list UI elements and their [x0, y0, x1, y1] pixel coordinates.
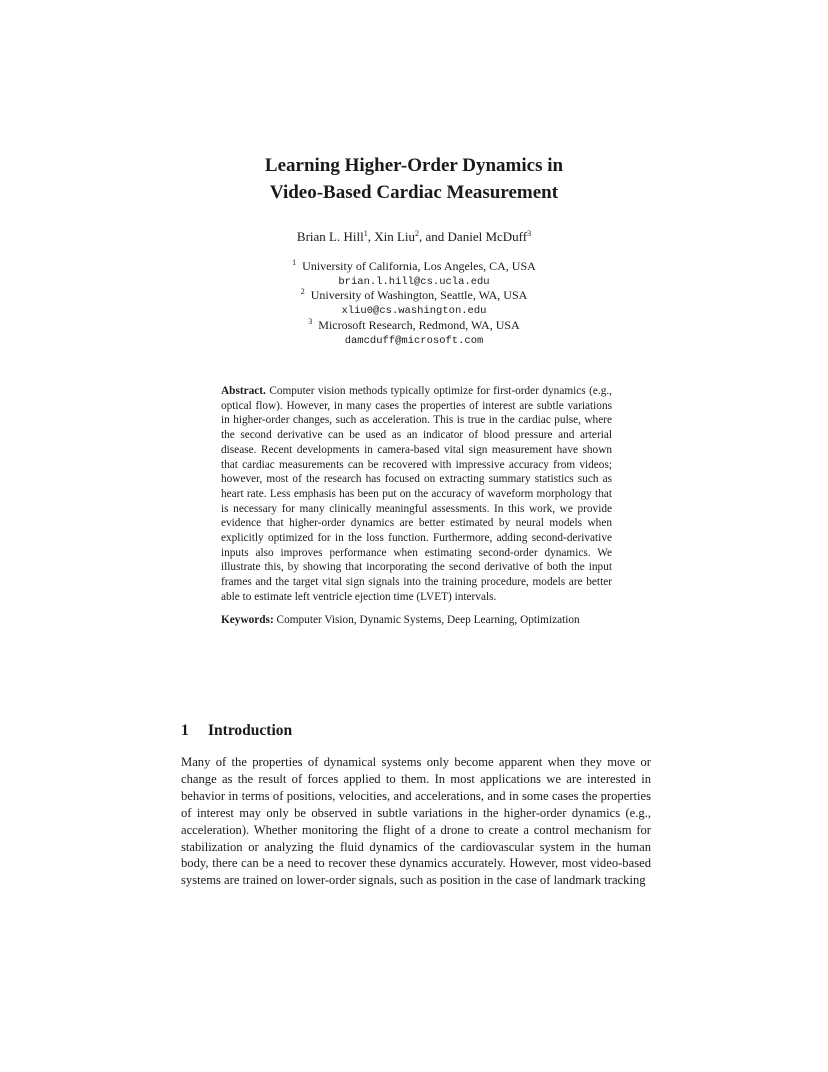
author-affiliation-mark: 1	[363, 229, 368, 238]
section-body	[181, 754, 651, 889]
affiliation-mark: 2	[300, 287, 305, 296]
affiliation-1	[0, 259, 828, 274]
affiliation-mark: 3	[308, 317, 313, 326]
affiliation-text: University of California, Los Angeles, CA, USA	[302, 259, 536, 273]
affiliation-text: Microsoft Research, Redmond, WA, USA	[318, 318, 520, 332]
abstract-text: Computer vision methods typically optimize for first-order dynamics (e.g., optical flow). However, in many cases the properties of interest are subtle variations in higher-order changes, such as acceleration. This is true in the cardiac pulse, where the second derivative can be used as an indicator of blood pressure and arterial disease. Recent developments in camera-based vital sign measurement have shown that cardiac measurements can be recovered with impressive accuracy from videos; however, most of the research has focused on extracting summary statistics such as heart rate. Less emphasis has been put on the accuracy of waveform morphology that is necessary for many clinically meaningful assessments. In this work, we provide evidence that higher-order dynamics are better estimated by neural models when explicitly optimized for in the loss function. Furthermore, adding second-derivative inputs also improves performance when estimating second-order dynamics. We illustrate this, by showing that incorporating the second derivative of both the input frames and the target vital sign signals into the training procedure, models are better able to estimate left ventricle ejection time (LVET) intervals.	[221, 385, 612, 603]
affiliation-mark: 1	[292, 258, 297, 267]
author-separator: ,	[367, 229, 375, 244]
abstract-block	[221, 384, 612, 627]
intro-paragraph: Many of the properties of dynamical systems only become apparent when they move or change as the result of forces applied to them. In most applications we are interested in behavior in terms of positions, velocities, and accelerations, and in some cases the properties of interest may only be observed in subtle variations in the higher-order dynamics (e.g., acceleration). Whether monitoring the flight of a drone to create a control mechanism for stabilization or analyzing the fluid dynamics of the cardiovascular system in the human body, there can be a need to recover these dynamics accurately. However, most video-based systems are trained on lower-order signals, such as position in the case of landmark tracking	[181, 755, 651, 888]
paper-title	[0, 152, 828, 206]
author-name: Xin Liu	[374, 229, 416, 244]
abstract-paragraph	[221, 384, 612, 605]
abstract-label: Abstract.	[221, 385, 266, 397]
section-number: 1	[181, 722, 189, 739]
author-name: Daniel McDuff	[447, 229, 528, 244]
affiliation-email-1: brian.l.hill@cs.ucla.edu	[338, 276, 490, 288]
title-line-1: Learning Higher-Order Dynamics in	[264, 155, 564, 176]
author-affiliation-mark: 3	[527, 229, 532, 238]
affiliation-3	[0, 318, 828, 333]
author-name: Brian L. Hill	[296, 229, 364, 244]
section-title: Introduction	[208, 722, 293, 739]
title-line-2: Video-Based Cardiac Measurement	[269, 182, 559, 203]
author-list	[0, 229, 828, 245]
keywords-paragraph	[221, 613, 612, 628]
affiliation-2	[0, 288, 828, 303]
section-heading	[181, 722, 292, 740]
author-separator: , and	[419, 229, 448, 244]
affiliation-text: University of Washington, Seattle, WA, USA	[310, 288, 528, 302]
affiliation-email-3: damcduff@microsoft.com	[344, 335, 484, 347]
affiliation-email-2: xliu0@cs.washington.edu	[341, 305, 487, 317]
author-affiliation-mark: 2	[415, 229, 420, 238]
keywords-text: Computer Vision, Dynamic Systems, Deep Learning, Optimization	[276, 613, 580, 626]
keywords-label: Keywords:	[221, 613, 274, 626]
